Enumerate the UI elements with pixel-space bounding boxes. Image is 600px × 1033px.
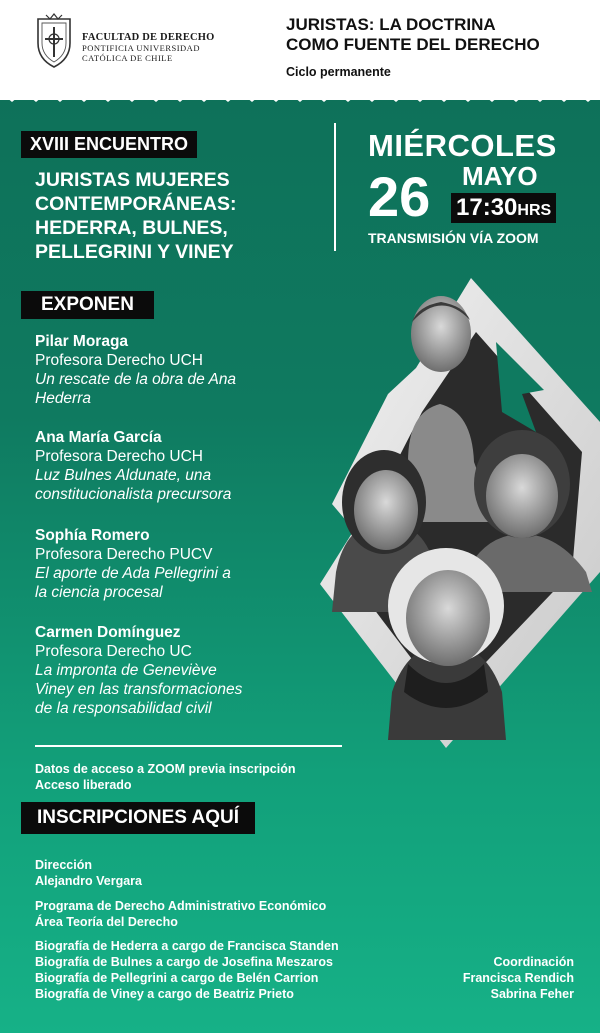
faculty-line-3: CATÓLICA DE CHILE bbox=[82, 53, 173, 63]
event-title bbox=[35, 168, 237, 264]
bio-line: Biografía de Hederra a cargo de Francisca Standen bbox=[35, 939, 339, 953]
direction-label: Dirección bbox=[35, 858, 92, 872]
university-crest-icon bbox=[34, 13, 74, 69]
header-zigzag-edge bbox=[0, 88, 600, 112]
talk-title-line: La impronta de Geneviève bbox=[35, 662, 217, 679]
talk-title-line: Luz Bulnes Aldunate, una bbox=[35, 467, 212, 484]
horizontal-divider bbox=[35, 745, 342, 747]
speaker-role: Profesora Derecho UC bbox=[35, 643, 192, 660]
faculty-name bbox=[82, 32, 215, 63]
header bbox=[0, 0, 600, 100]
day-name: MIÉRCOLES bbox=[368, 128, 557, 163]
bio-line: Biografía de Bulnes a cargo de Josefina Meszaros bbox=[35, 955, 334, 969]
speaker-name: Sophía Romero bbox=[35, 527, 150, 544]
transmission-info: TRANSMISIÓN VÍA ZOOM bbox=[368, 230, 539, 246]
speaker-name: Carmen Domínguez bbox=[35, 624, 181, 641]
vertical-divider bbox=[334, 123, 336, 251]
talk-title-line: la ciencia procesal bbox=[35, 584, 163, 601]
day-number: 26 bbox=[368, 165, 431, 228]
register-link[interactable]: INSCRIPCIONES AQUÍ bbox=[21, 802, 255, 834]
speaker-item bbox=[35, 623, 335, 718]
event-title-line: JURISTAS MUJERES bbox=[35, 169, 230, 191]
talk-title-line: Viney en las transformaciones bbox=[35, 681, 243, 698]
speaker-name: Pilar Moraga bbox=[35, 333, 129, 350]
access-info bbox=[35, 761, 296, 793]
encuentro-label: XVIII ENCUENTRO bbox=[21, 131, 197, 158]
talk-title-line: Hederra bbox=[35, 390, 91, 407]
time-badge bbox=[451, 193, 556, 223]
series-subtitle: Ciclo permanente bbox=[286, 65, 391, 79]
access-line: Acceso liberado bbox=[35, 778, 132, 792]
faculty-line-1: FACULTAD DE DERECHO bbox=[82, 32, 215, 43]
access-line: Datos de acceso a ZOOM previa inscripción bbox=[35, 762, 296, 776]
talk-title-line: constitucionalista precursora bbox=[35, 486, 232, 503]
program-line: Programa de Derecho Administrativo Económico bbox=[35, 899, 327, 913]
speaker-role: Profesora Derecho UCH bbox=[35, 448, 203, 465]
event-title-line: PELLEGRINI Y VINEY bbox=[35, 241, 234, 263]
series-title-line-1: JURISTAS: LA DOCTRINA bbox=[286, 15, 496, 34]
speakers-label: EXPONEN bbox=[21, 291, 154, 319]
coordinator-name: Sabrina Feher bbox=[490, 987, 574, 1001]
director-name: Alejandro Vergara bbox=[35, 874, 142, 888]
program-line: Área Teoría del Derecho bbox=[35, 915, 178, 929]
coordination-label: Coordinación bbox=[493, 955, 574, 969]
speaker-item bbox=[35, 526, 335, 602]
time-unit: HRS bbox=[517, 202, 552, 219]
biographies-credit bbox=[35, 938, 339, 1002]
talk-title-line: Un rescate de la obra de Ana bbox=[35, 371, 237, 388]
time-value: 17:30 bbox=[456, 194, 518, 221]
bio-line: Biografía de Pellegrini a cargo de Belén Carrion bbox=[35, 971, 319, 985]
month: MAYO bbox=[462, 161, 538, 191]
program-credit bbox=[35, 898, 326, 930]
coordinator-name: Francisca Rendich bbox=[462, 971, 574, 985]
talk-title-line: de la responsabilidad civil bbox=[35, 700, 212, 717]
coordination-credit bbox=[463, 954, 574, 1002]
event-title-line: CONTEMPORÁNEAS: bbox=[35, 193, 237, 215]
speaker-name: Ana María García bbox=[35, 429, 162, 446]
speaker-item bbox=[35, 332, 335, 408]
portrait-viney bbox=[388, 548, 506, 740]
bio-line: Biografía de Viney a cargo de Beatriz Prieto bbox=[35, 987, 294, 1001]
speaker-role: Profesora Derecho UCH bbox=[35, 352, 203, 369]
speakers-portrait-collage bbox=[296, 272, 600, 752]
faculty-line-2: PONTIFICIA UNIVERSIDAD bbox=[82, 43, 200, 53]
event-title-line: HEDERRA, BULNES, bbox=[35, 217, 228, 239]
talk-title-line: El aporte de Ada Pellegrini a bbox=[35, 565, 231, 582]
speaker-item bbox=[35, 428, 335, 504]
direction-credit bbox=[35, 857, 142, 889]
series-title-line-2: COMO FUENTE DEL DERECHO bbox=[286, 35, 540, 54]
series-title bbox=[286, 15, 540, 55]
speaker-role: Profesora Derecho PUCV bbox=[35, 546, 213, 563]
